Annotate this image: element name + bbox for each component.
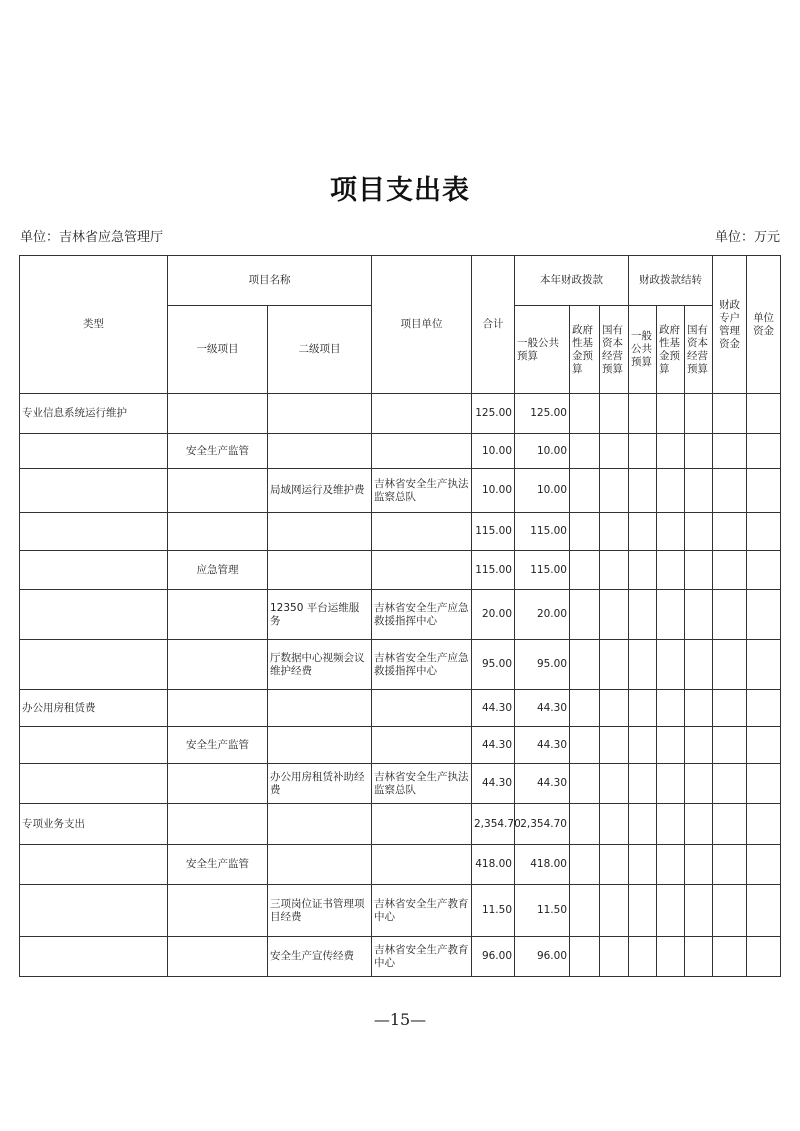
cell-empty: [685, 804, 713, 845]
cell-type: [20, 640, 168, 690]
cell-type: [20, 845, 168, 885]
cell-empty: [629, 513, 657, 551]
cell-type: [20, 434, 168, 469]
cell-empty: [685, 434, 713, 469]
cell-empty: [657, 690, 685, 727]
header-general-budget: 一般公共预算: [515, 306, 570, 394]
cell-empty: [747, 640, 781, 690]
cell-empty: [570, 804, 600, 845]
cell-empty: [629, 590, 657, 640]
cell-empty: [600, 764, 629, 804]
cell-total: 10.00: [472, 469, 515, 513]
cell-empty: [747, 804, 781, 845]
cell-empty: [570, 394, 600, 434]
cell-level1: [168, 885, 268, 937]
cell-total: 10.00: [472, 434, 515, 469]
header-total: 合计: [472, 256, 515, 394]
cell-level2: [268, 551, 372, 590]
cell-empty: [713, 764, 747, 804]
cell-empty: [629, 727, 657, 764]
cell-empty: [570, 845, 600, 885]
cell-empty: [600, 937, 629, 977]
cell-level2: 安全生产宣传经费: [268, 937, 372, 977]
cell-empty: [747, 690, 781, 727]
unit-organization: 单位：吉林省应急管理厅: [20, 230, 164, 245]
cell-empty: [657, 551, 685, 590]
cell-empty: [685, 551, 713, 590]
cell-empty: [747, 469, 781, 513]
cell-general-budget: 125.00: [515, 394, 570, 434]
cell-empty: [685, 845, 713, 885]
cell-empty: [600, 885, 629, 937]
cell-level2: [268, 845, 372, 885]
cell-level2: [268, 804, 372, 845]
cell-empty: [570, 640, 600, 690]
cell-total: 2,354.70: [472, 804, 515, 845]
cell-level2: 办公用房租赁补助经费: [268, 764, 372, 804]
cell-empty: [747, 885, 781, 937]
cell-empty: [570, 885, 600, 937]
project-expenditure-table: [19, 255, 781, 977]
cell-total: 44.30: [472, 690, 515, 727]
cell-empty: [747, 727, 781, 764]
header-carryover-general: 一般公共预算: [629, 306, 657, 394]
cell-empty: [657, 845, 685, 885]
cell-empty: [600, 804, 629, 845]
cell-empty: [629, 434, 657, 469]
cell-level2: [268, 394, 372, 434]
cell-empty: [657, 727, 685, 764]
cell-empty: [600, 640, 629, 690]
cell-empty: [600, 434, 629, 469]
cell-unit: 吉林省安全生产应急救援指挥中心: [372, 590, 472, 640]
cell-total: 11.50: [472, 885, 515, 937]
table-row: [20, 394, 781, 434]
cell-total: 115.00: [472, 551, 515, 590]
cell-empty: [713, 690, 747, 727]
cell-empty: [657, 640, 685, 690]
table-row: [20, 764, 781, 804]
cell-empty: [657, 394, 685, 434]
cell-unit: 吉林省安全生产教育中心: [372, 885, 472, 937]
cell-level2: [268, 690, 372, 727]
cell-empty: [570, 590, 600, 640]
cell-empty: [570, 764, 600, 804]
cell-level2: 三项岗位证书管理项目经费: [268, 885, 372, 937]
cell-total: 418.00: [472, 845, 515, 885]
cell-empty: [629, 394, 657, 434]
header-carryover: 财政拨款结转: [629, 256, 713, 306]
cell-empty: [629, 469, 657, 513]
cell-empty: [570, 469, 600, 513]
table-row: [20, 640, 781, 690]
cell-empty: [685, 937, 713, 977]
cell-empty: [685, 394, 713, 434]
cell-empty: [629, 804, 657, 845]
table-row: [20, 434, 781, 469]
cell-level1: [168, 804, 268, 845]
cell-general-budget: 11.50: [515, 885, 570, 937]
cell-unit: [372, 690, 472, 727]
cell-empty: [629, 551, 657, 590]
cell-empty: [713, 394, 747, 434]
cell-level1: 安全生产监管: [168, 845, 268, 885]
cell-level1: [168, 394, 268, 434]
cell-empty: [747, 394, 781, 434]
cell-level1: [168, 590, 268, 640]
cell-unit: 吉林省安全生产执法监察总队: [372, 469, 472, 513]
cell-empty: [685, 885, 713, 937]
cell-empty: [600, 727, 629, 764]
cell-type: [20, 590, 168, 640]
cell-unit: 吉林省安全生产应急救援指挥中心: [372, 640, 472, 690]
cell-level1: [168, 690, 268, 727]
cell-empty: [629, 845, 657, 885]
cell-empty: [570, 690, 600, 727]
cell-empty: [685, 690, 713, 727]
cell-total: 125.00: [472, 394, 515, 434]
header-special-account: 财政专户管理资金: [713, 256, 747, 394]
cell-empty: [657, 469, 685, 513]
cell-unit: [372, 551, 472, 590]
cell-empty: [713, 640, 747, 690]
cell-empty: [570, 551, 600, 590]
cell-unit: [372, 845, 472, 885]
cell-level1: [168, 513, 268, 551]
unit-currency: 单位：万元: [714, 230, 780, 245]
page-number: —15—: [373, 1010, 427, 1029]
cell-total: 115.00: [472, 513, 515, 551]
table-row: [20, 804, 781, 845]
cell-general-budget: 418.00: [515, 845, 570, 885]
table-row: [20, 551, 781, 590]
cell-empty: [657, 590, 685, 640]
header-carryover-state-capital: 国有资本经营预算: [685, 306, 713, 394]
cell-empty: [600, 469, 629, 513]
cell-empty: [747, 551, 781, 590]
cell-empty: [747, 937, 781, 977]
cell-type: 专业信息系统运行维护: [20, 394, 168, 434]
cell-empty: [713, 551, 747, 590]
cell-empty: [713, 804, 747, 845]
cell-total: 95.00: [472, 640, 515, 690]
cell-empty: [713, 590, 747, 640]
cell-level1: 安全生产监管: [168, 434, 268, 469]
cell-empty: [713, 469, 747, 513]
table-row: [20, 937, 781, 977]
table-row: [20, 690, 781, 727]
cell-type: [20, 937, 168, 977]
cell-empty: [600, 513, 629, 551]
cell-type: 办公用房租赁费: [20, 690, 168, 727]
table-row: [20, 845, 781, 885]
cell-empty: [657, 885, 685, 937]
cell-empty: [600, 845, 629, 885]
cell-level2: 12350 平台运维服务: [268, 590, 372, 640]
cell-level2: [268, 434, 372, 469]
header-type: 类型: [20, 256, 168, 394]
cell-general-budget: 115.00: [515, 513, 570, 551]
cell-empty: [685, 727, 713, 764]
cell-level1: 安全生产监管: [168, 727, 268, 764]
cell-type: [20, 513, 168, 551]
cell-empty: [713, 513, 747, 551]
cell-empty: [713, 845, 747, 885]
header-project-unit: 项目单位: [372, 256, 472, 394]
cell-empty: [657, 804, 685, 845]
cell-type: [20, 885, 168, 937]
cell-total: 96.00: [472, 937, 515, 977]
cell-unit: [372, 513, 472, 551]
cell-general-budget: 10.00: [515, 469, 570, 513]
table-row: [20, 590, 781, 640]
cell-total: 20.00: [472, 590, 515, 640]
header-carryover-gov-fund: 政府性基金预算: [657, 306, 685, 394]
cell-level1: [168, 764, 268, 804]
cell-empty: [629, 885, 657, 937]
cell-empty: [713, 727, 747, 764]
cell-empty: [747, 590, 781, 640]
cell-total: 44.30: [472, 727, 515, 764]
page-title: 项目支出表: [330, 175, 470, 206]
cell-general-budget: 96.00: [515, 937, 570, 977]
header-project-name: 项目名称: [168, 256, 372, 306]
cell-empty: [685, 469, 713, 513]
cell-general-budget: 95.00: [515, 640, 570, 690]
cell-empty: [570, 937, 600, 977]
cell-unit: [372, 394, 472, 434]
cell-type: [20, 727, 168, 764]
table-row: [20, 727, 781, 764]
header-state-capital-budget: 国有资本经营预算: [600, 306, 629, 394]
cell-general-budget: 115.00: [515, 551, 570, 590]
header-level2-project: 二级项目: [268, 306, 372, 394]
cell-empty: [657, 513, 685, 551]
cell-unit: [372, 434, 472, 469]
cell-empty: [657, 937, 685, 977]
cell-empty: [600, 690, 629, 727]
cell-empty: [685, 590, 713, 640]
cell-type: [20, 551, 168, 590]
cell-empty: [713, 434, 747, 469]
cell-empty: [713, 937, 747, 977]
cell-empty: [657, 434, 685, 469]
cell-type: [20, 764, 168, 804]
cell-empty: [685, 513, 713, 551]
cell-level2: [268, 513, 372, 551]
cell-empty: [747, 845, 781, 885]
cell-general-budget: 44.30: [515, 727, 570, 764]
cell-empty: [685, 764, 713, 804]
cell-level2: [268, 727, 372, 764]
cell-empty: [629, 937, 657, 977]
header-current-year-appropriation: 本年财政拨款: [515, 256, 629, 306]
cell-empty: [713, 885, 747, 937]
header-level1-project: 一级项目: [168, 306, 268, 394]
cell-general-budget: 20.00: [515, 590, 570, 640]
cell-unit: 吉林省安全生产教育中心: [372, 937, 472, 977]
cell-empty: [747, 434, 781, 469]
table-row: [20, 513, 781, 551]
cell-empty: [685, 640, 713, 690]
cell-empty: [747, 513, 781, 551]
cell-empty: [570, 513, 600, 551]
cell-empty: [629, 640, 657, 690]
header-unit-funds: 单位资金: [747, 256, 781, 394]
cell-total: 44.30: [472, 764, 515, 804]
cell-unit: 吉林省安全生产执法监察总队: [372, 764, 472, 804]
cell-empty: [629, 690, 657, 727]
cell-level1: [168, 640, 268, 690]
cell-empty: [600, 394, 629, 434]
cell-empty: [657, 764, 685, 804]
cell-level1: [168, 469, 268, 513]
cell-level2: 厅数据中心视频会议维护经费: [268, 640, 372, 690]
table-row: [20, 469, 781, 513]
cell-general-budget: 10.00: [515, 434, 570, 469]
cell-unit: [372, 804, 472, 845]
cell-type: 专项业务支出: [20, 804, 168, 845]
cell-level1: [168, 937, 268, 977]
cell-general-budget: 2,354.70: [515, 804, 570, 845]
cell-type: [20, 469, 168, 513]
header-gov-fund-budget: 政府性基金预算: [570, 306, 600, 394]
cell-empty: [629, 764, 657, 804]
cell-empty: [600, 551, 629, 590]
cell-empty: [747, 764, 781, 804]
cell-empty: [570, 727, 600, 764]
cell-empty: [600, 590, 629, 640]
table-row: [20, 885, 781, 937]
cell-general-budget: 44.30: [515, 764, 570, 804]
cell-unit: [372, 727, 472, 764]
cell-general-budget: 44.30: [515, 690, 570, 727]
cell-level2: 局域网运行及维护费: [268, 469, 372, 513]
cell-empty: [570, 434, 600, 469]
cell-level1: 应急管理: [168, 551, 268, 590]
